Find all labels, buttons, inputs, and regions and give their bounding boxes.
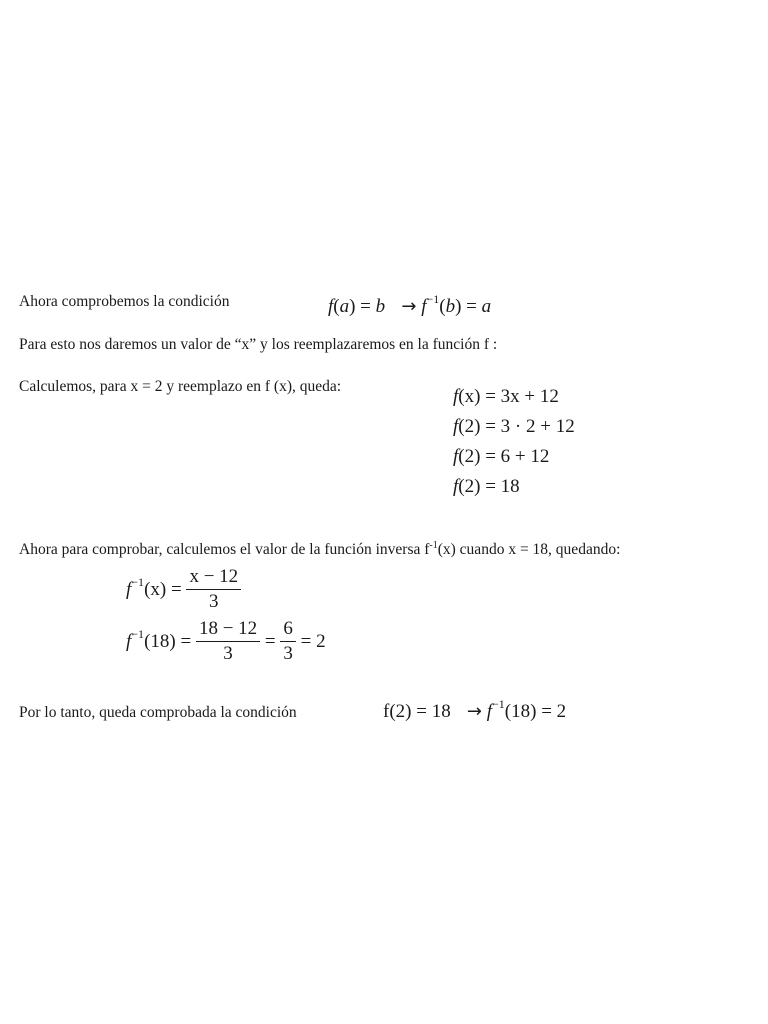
fraction-numerator: 18 − 12 — [196, 618, 260, 642]
a-symbol: a — [339, 296, 350, 317]
conclusion-formula — [383, 697, 567, 723]
inverse-sentence: Ahora para comprobar, calculemos el valor de la función inversa $f^{-1}(x)$ cuando x = 18, quedando: — [19, 540, 621, 559]
inverse-exponent: −1 — [131, 574, 145, 589]
implies-arrow-icon: → — [455, 701, 482, 722]
evaluation-row: f(2) = 18 — [453, 476, 520, 497]
fraction-numerator: 6 — [280, 618, 296, 642]
f-inverse-symbol: f — [421, 296, 427, 317]
intro-sentence: Ahora comprobemos la condición — [19, 293, 230, 310]
fraction — [196, 618, 260, 665]
result-value: = 2 — [300, 630, 326, 652]
b-symbol: b — [375, 296, 386, 317]
evaluation-rhs: 3x + 12 — [500, 386, 559, 407]
instruction-sentence: Para esto nos daremos un valor de “x” y los reemplazaremos en la función f : — [19, 336, 498, 353]
f-inverse-symbol: f — [486, 701, 493, 722]
evaluation-row: f(x) = 3x + 12 — [453, 386, 559, 407]
fraction — [186, 566, 241, 613]
f-symbol: f — [453, 476, 459, 497]
f-symbol: f — [126, 578, 132, 600]
f-symbol: f — [453, 446, 459, 467]
implies-arrow-icon: → — [389, 296, 417, 317]
evaluation-row: f(2) = 3 · 2 + 12 — [453, 416, 575, 437]
f-symbol: f — [453, 416, 459, 437]
evaluation-rhs: 3 · 2 + 12 — [500, 416, 575, 437]
conclusion-lhs: f(2) = 18 — [383, 701, 451, 722]
f-symbol: f — [126, 630, 132, 652]
inverse-evaluation: $f^{-1}(18)$ = $\frac{18 - 12}{3}$ = $\frac{6}{3}$ = 2 — [126, 618, 326, 664]
inverse-exponent: −1 — [131, 626, 145, 641]
evaluation-row: f(2) = 6 + 12 — [453, 446, 550, 467]
inverse-exponent: −1 — [492, 697, 505, 711]
conclusion-rhs: (18) = 2 — [504, 701, 567, 722]
inverse-exponent: -1 — [429, 540, 438, 551]
inverse-exponent: −1 — [426, 292, 440, 306]
b-symbol: b — [445, 296, 456, 317]
calculation-sentence: Calculemos, para x = 2 y reemplazo en f (x), queda: — [19, 378, 342, 395]
evaluation-rhs: 18 — [500, 476, 520, 497]
condition-formula: $f(a) = b \to f^{-1}(b) = a$ — [328, 292, 492, 317]
conclusion-sentence: Por lo tanto, queda comprobada la condición — [19, 704, 297, 721]
fraction — [280, 618, 296, 665]
fraction-numerator: x − 12 — [186, 566, 241, 590]
inverse-formula: $f^{-1}(x)$ = $\frac{x - 12}{3}$ — [126, 566, 241, 613]
f-symbol: f — [453, 386, 459, 407]
fraction-denominator: 3 — [209, 591, 219, 612]
fraction-denominator: 3 — [223, 643, 233, 664]
a-symbol: a — [481, 296, 492, 317]
evaluation-rhs: 6 + 12 — [500, 446, 550, 467]
fraction-denominator: 3 — [283, 643, 293, 664]
f-symbol: f — [328, 296, 334, 317]
